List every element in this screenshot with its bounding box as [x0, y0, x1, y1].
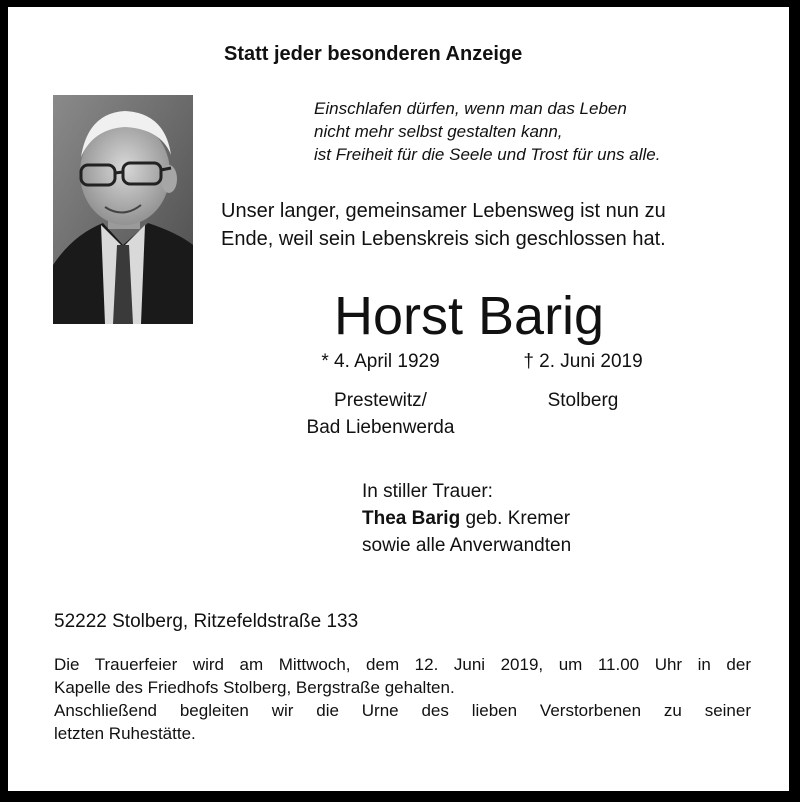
- poem-line: nicht mehr selbst gestalten kann,: [314, 122, 563, 141]
- birth-date: * 4. April 1929: [321, 351, 440, 372]
- death-place: Stolberg: [547, 390, 619, 411]
- poem-line: Einschlafen dürfen, wenn man das Leben: [314, 99, 627, 118]
- notice-header: Statt jeder besonderen Anzeige: [224, 43, 523, 65]
- funeral-line: Kapelle des Friedhofs Stolberg, Bergstraße gehalten.: [54, 678, 455, 697]
- portrait-photo: [53, 95, 193, 324]
- birth-place: Bad Liebenwerda: [306, 417, 455, 438]
- death-date: † 2. Juni 2019: [523, 351, 643, 372]
- funeral-line: letzten Ruhestätte.: [54, 724, 196, 743]
- funeral-line: Die Trauerfeier wird am Mittwoch, dem 12. Juni 2019, um 11.00 Uhr in der: [54, 655, 751, 674]
- birth-place: Prestewitz/: [334, 390, 427, 411]
- poem-line: ist Freiheit für die Seele und Trost für uns alle.: [314, 145, 661, 164]
- mourners-main: [362, 508, 570, 530]
- intro-line: Unser langer, gemeinsamer Lebensweg ist nun zu: [221, 200, 666, 222]
- funeral-line: Anschließend begleiten wir die Urne des lieben Verstorbenen zu seiner: [54, 701, 751, 720]
- deceased-name: Horst Barig: [334, 286, 605, 346]
- obituary-notice: [8, 7, 789, 791]
- address: 52222 Stolberg, Ritzefeldstraße 133: [54, 611, 359, 632]
- mourners-others: sowie alle Anverwandten: [362, 535, 572, 556]
- intro-line: Ende, weil sein Lebenskreis sich geschlossen hat.: [221, 228, 666, 250]
- mourners-intro: In stiller Trauer:: [362, 481, 493, 502]
- mourner-name: Thea Barig: [362, 508, 461, 529]
- mourner-maiden-name: geb. Kremer: [460, 508, 571, 529]
